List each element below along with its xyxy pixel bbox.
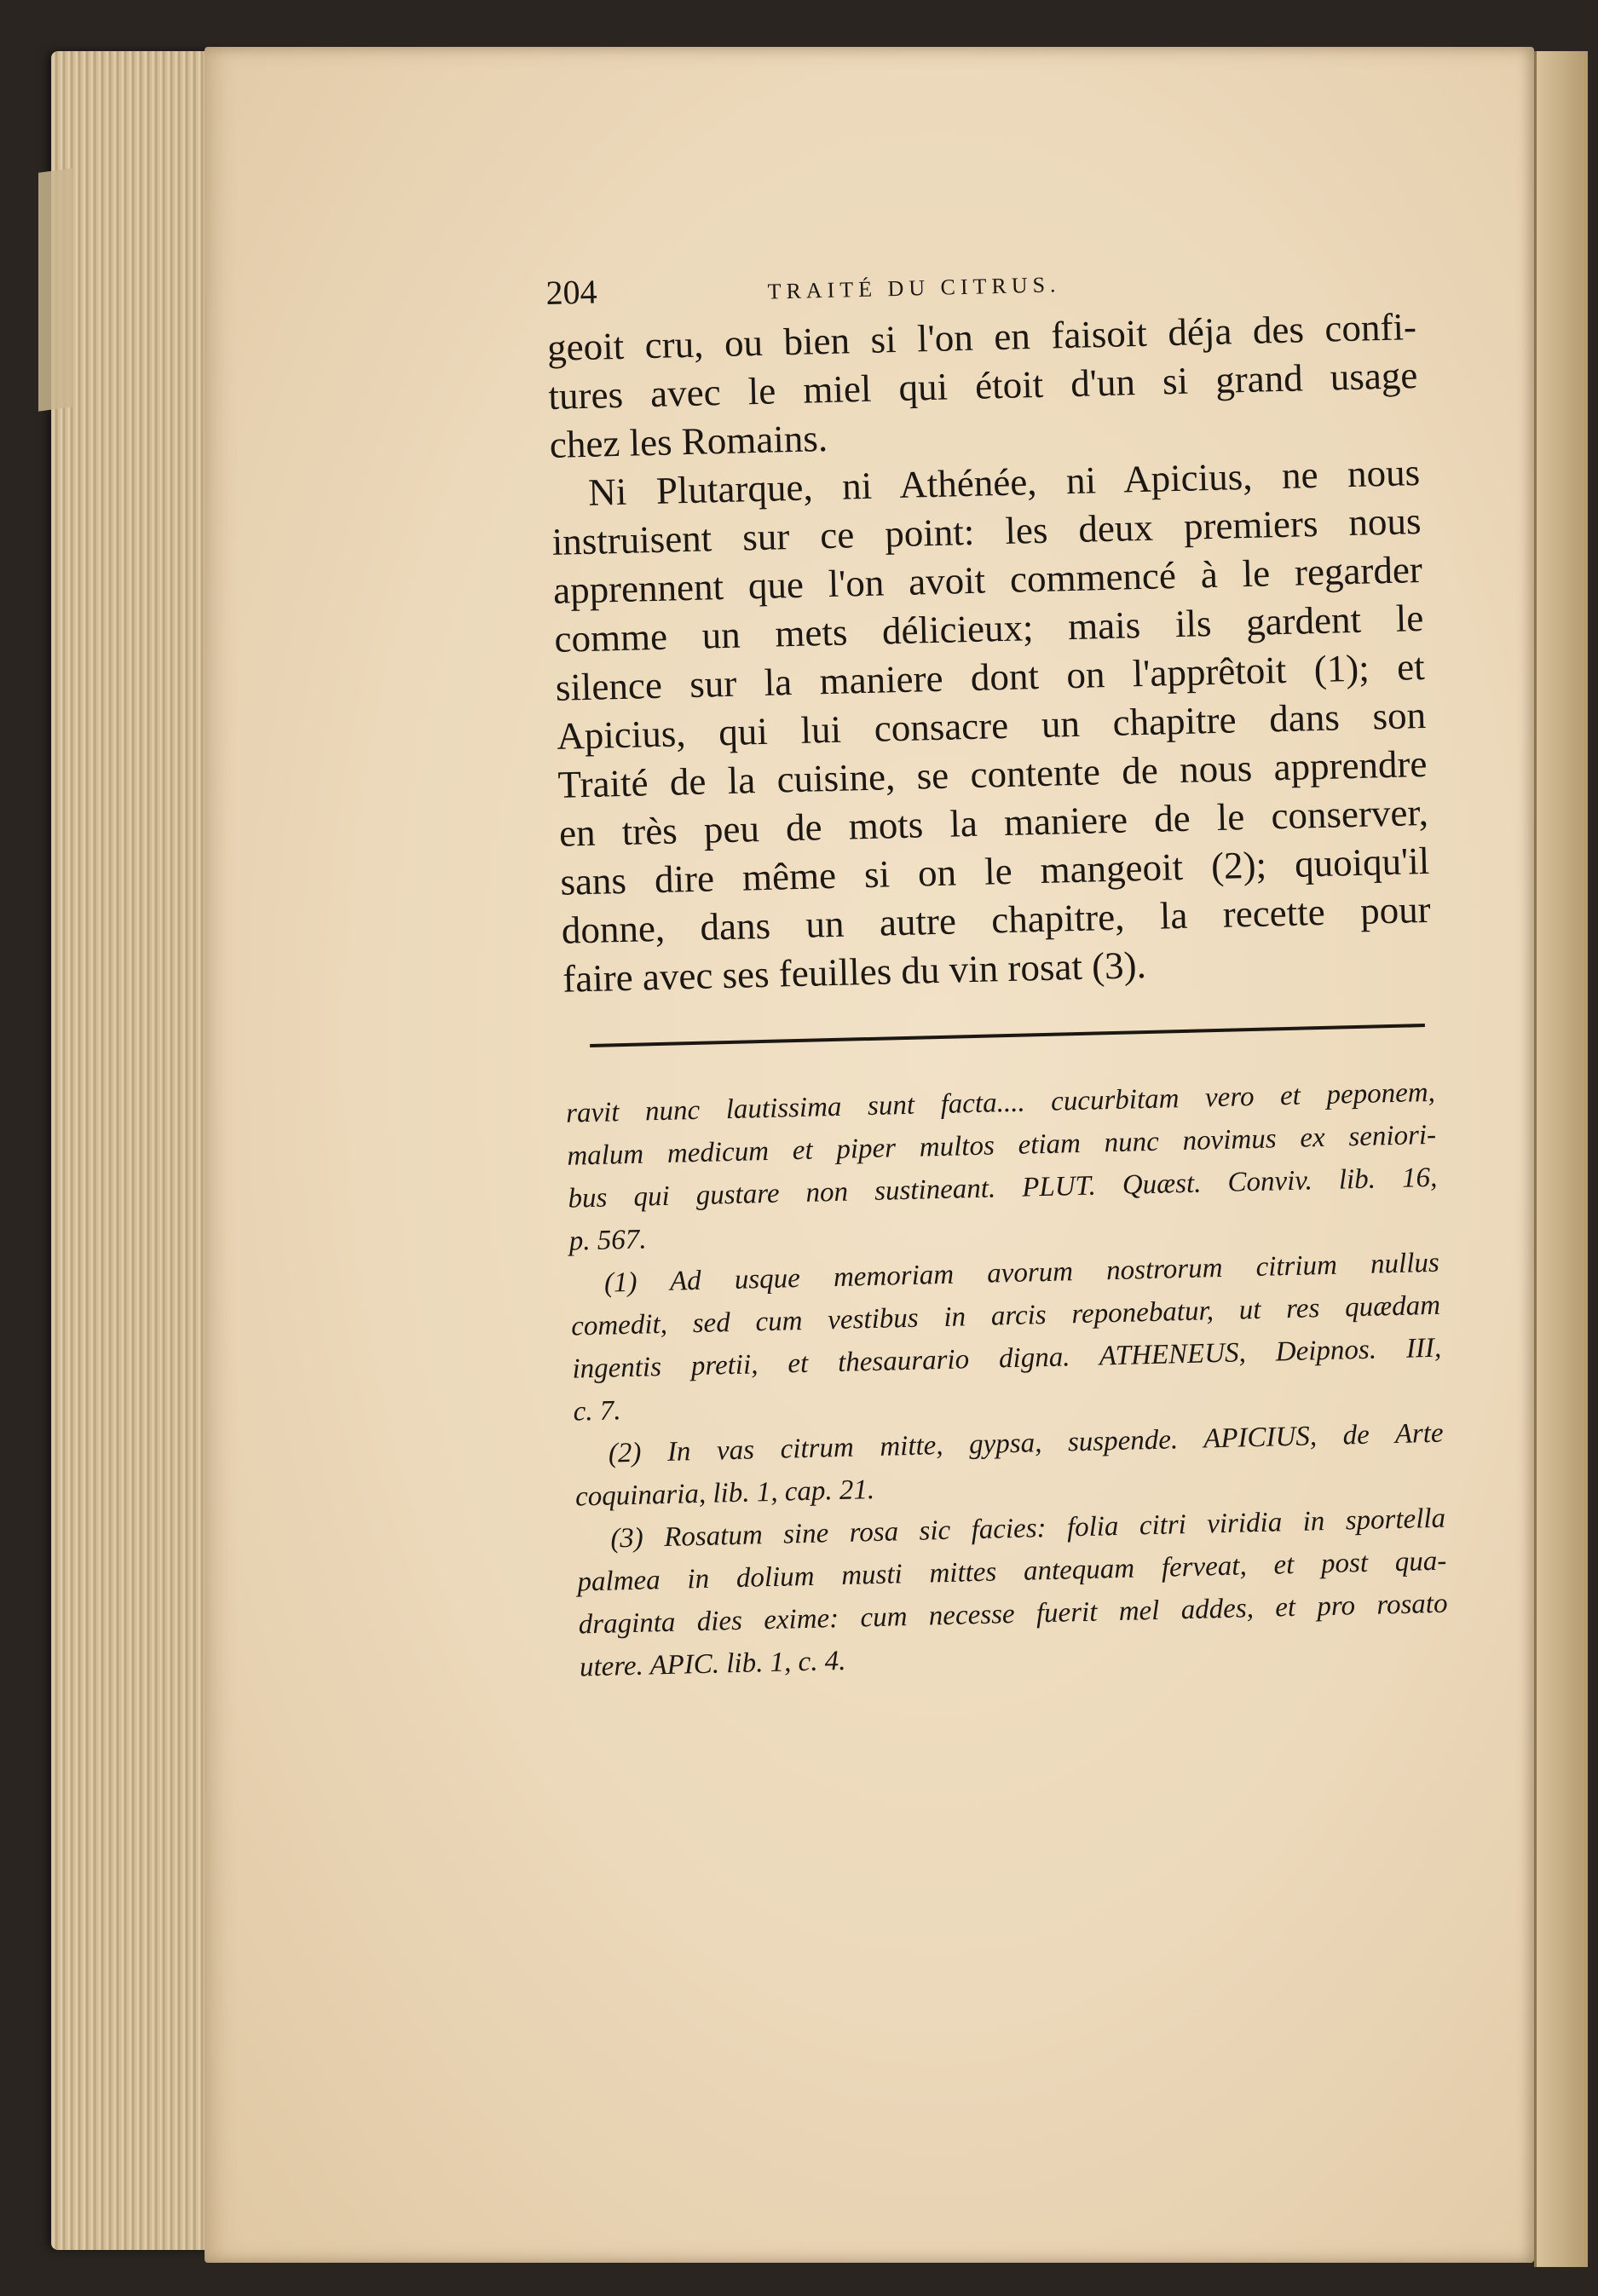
body-line: instruisent sur ce point: les deux premiers nous — [551, 499, 1422, 563]
body-line: silence sur la maniere dont on l'apprêtoit (1); et — [555, 644, 1426, 709]
footnote-3-line: utere. APIC. lib. 1, c. 4. — [579, 1645, 846, 1683]
footnote-line: malum medicum et piper multos etiam nunc novimus ex seniori- — [566, 1119, 1437, 1172]
body-line: en très peu de mots la maniere de le conserver, — [558, 790, 1429, 855]
footnote-1-line: (1) Ad usque memoriam avorum nostrorum citrium nullus — [603, 1247, 1440, 1299]
footnote-2-line: (2) In vas citrum mitte, gypsa, suspende. APICIUS, de Arte — [608, 1417, 1445, 1469]
footnotes — [566, 1071, 1450, 1689]
facing-page-edge — [1534, 51, 1588, 2267]
body-text — [546, 303, 1432, 1004]
body-line: donne, dans un autre chapitre, la recette pour — [561, 887, 1432, 952]
body-line: tures avec le miel qui étoit d'un si grand usage — [547, 354, 1418, 418]
footnote-line: bus qui gustare non sustineant. PLUT. Quæst. Conviv. lib. 16, — [568, 1162, 1438, 1214]
running-head: TRAITÉ DU CITRUS. — [767, 272, 1061, 304]
footnote-3-line: draginta dies exime: cum necesse fuerit mel addes, et pro rosato — [578, 1588, 1448, 1641]
body-line: Traité de la cuisine, se contente de nous apprendre — [557, 741, 1428, 806]
footnote-2-line: coquinaria, lib. 1, cap. 21. — [574, 1474, 875, 1513]
footnote-1-line: c. 7. — [573, 1395, 621, 1428]
footnote-3-line: (3) Rosatum sine rosa sic facies: folia citri viridia in sportella — [609, 1503, 1446, 1555]
footnote-1-line: comedit, sed cum vestibus in arcis reponebatur, ut res quædam — [570, 1289, 1441, 1342]
torn-page-tab — [38, 168, 72, 412]
footnote-rule — [590, 1024, 1425, 1047]
body-line: apprennent que l'on avoit commencé à le regarder — [552, 547, 1423, 612]
page-content — [545, 251, 1449, 1688]
body-line: chez les Romains. — [549, 416, 828, 466]
footnote-1-line: ingentis pretii, et thesaurario digna. ATHENEUS, Deipnos. III, — [572, 1332, 1442, 1385]
body-line: comme un mets délicieux; mais ils gardent le — [553, 596, 1424, 661]
body-line: faire avec ses feuilles du vin rosat (3). — [562, 943, 1147, 1001]
body-line: Ni Plutarque, ni Athénée, ni Apicius, ne nous — [587, 451, 1421, 514]
footnote-3-line: palmea in dolium musti mittes antequam ferveat, et post qua- — [577, 1545, 1447, 1598]
page-number: 204 — [545, 272, 598, 312]
body-line: Apicius, qui lui consacre un chapitre dans son — [556, 693, 1427, 758]
footnote-line: ravit nunc lautissima sunt facta.... cucurbitam vero et peponem, — [565, 1076, 1436, 1129]
body-line: sans dire même si on le mangeoit (2); quoiqu'il — [559, 839, 1430, 903]
body-line: geoit cru, ou bien si l'on en faisoit déja des confi- — [546, 305, 1417, 369]
footnote-line: p. 567. — [568, 1224, 647, 1257]
